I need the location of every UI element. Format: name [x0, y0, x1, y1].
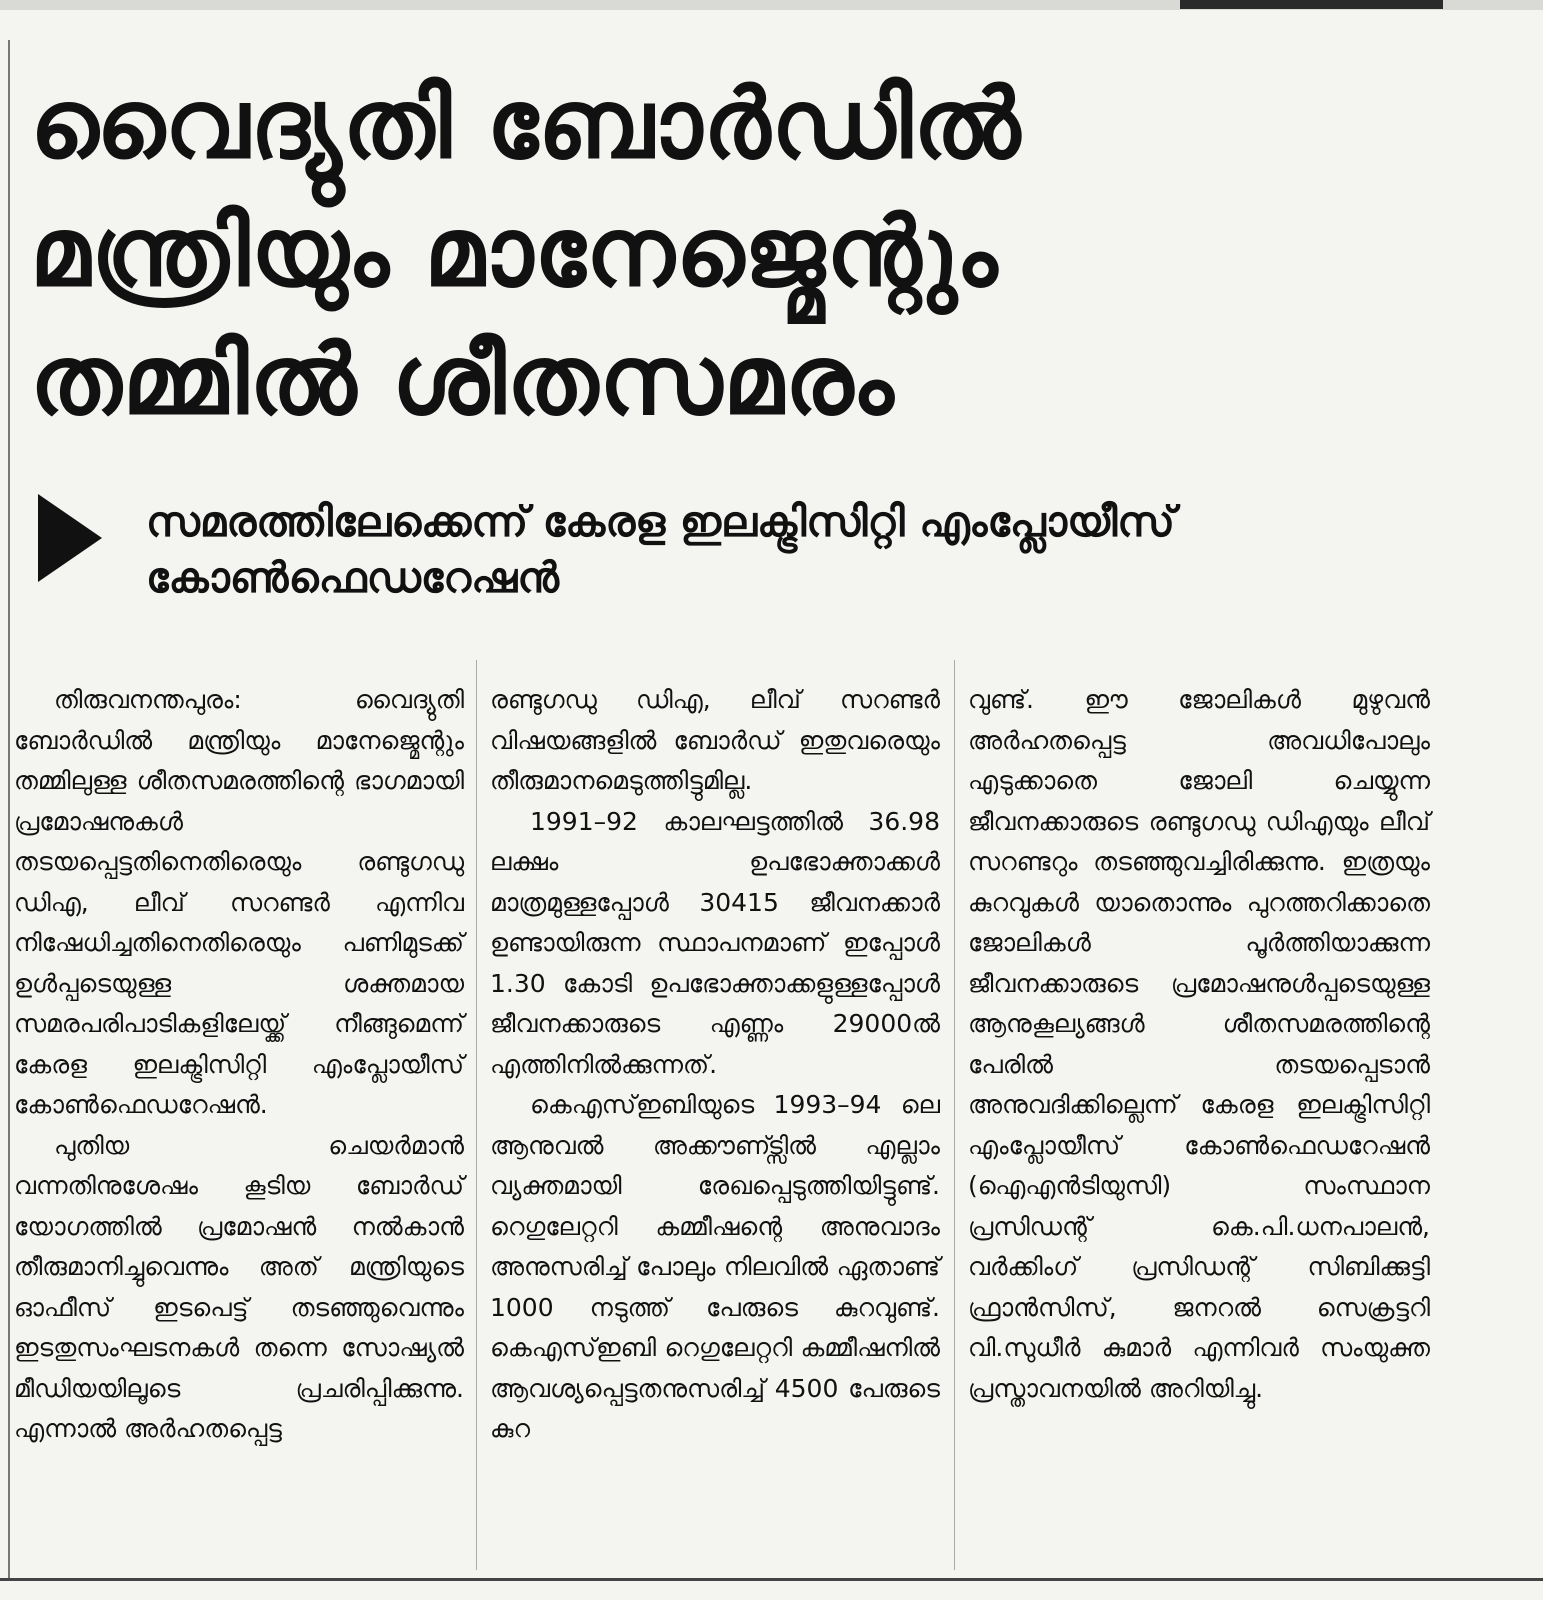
- headline-line-3: തമ്മിൽ ശീതസമരം: [30, 324, 895, 436]
- column-divider: [476, 660, 477, 1570]
- subheadline-line-1: സമരത്തിലേക്കെന്ന് കേരള ഇലക്ട്രിസിറ്റി എംപ്ലോയീസ്: [146, 497, 1175, 546]
- paragraph: 1991–92 കാലഘട്ടത്തിൽ 36.98 ലക്ഷം ഉപഭോക്താക്കൾ മാത്രമുള്ളപ്പോൾ 30415 ജീവനക്കാർ ഉണ്ടായിരുന്ന സ്ഥാപനമാണ് ഇപ്പോൾ 1.30 കോടി ഉപഭോക്താക്കളുള്ളപ്പോൾ ജീവനക്കാരുടെ എണ്ണം 29000ൽ എത്തിനിൽക്കുന്നത്.: [490, 806, 940, 1079]
- article-column-1: [14, 680, 464, 1450]
- headline-line-1: വൈദ്യുതി ബോർഡിൽ: [30, 68, 1022, 180]
- bottom-border: [0, 1578, 1543, 1581]
- top-dark-bar: [1180, 0, 1443, 9]
- column-divider: [954, 660, 955, 1570]
- headline-line-2: മന്ത്രിയും മാനേജ്മെന്റും: [30, 196, 999, 308]
- article-column-3: [968, 680, 1430, 1409]
- paragraph: വുണ്ട്. ഈ ജോലികൾ മുഴുവൻ അർഹതപ്പെട്ട അവധിപോലും എടുക്കാതെ ജോലി ചെയ്യുന്ന ജീവനക്കാരുടെ രണ്ടുഗഡു ഡിഎയും ലീവ് സറണ്ടറും തടഞ്ഞുവച്ചിരിക്കുന്നു. ഇത്രയും കുറവുകൾ യാതൊന്നും പുറത്തറിക്കാതെ ജോലികൾ പൂർത്തിയാക്കുന്ന ജീവനക്കാരുടെ പ്രമോഷനുൾപ്പടെയുള്ള ആനുകൂല്യങ്ങൾ ശീതസമരത്തിന്റെ പേരിൽ തടയപ്പെടാൻ അനുവദിക്കില്ലെന്ന് കേരള ഇലക്ട്രിസിറ്റി എംപ്ലോയീസ് കോൺഫെഡറേഷൻ (ഐഎൻടിയുസി) സംസ്ഥാന പ്രസിഡന്റ് കെ.പി.ധനപാലൻ, വർക്കിംഗ് പ്രസിഡന്റ് സിബിക്കുട്ടി ഫ്രാൻസിസ്, ജനറൽ സെക്രട്ടറി വി.സുധീർ കുമാർ എന്നിവർ സംയുക്ത പ്രസ്താവനയിൽ അറിയിച്ചു.: [968, 685, 1430, 1403]
- article-column-2: [490, 680, 940, 1450]
- left-border: [8, 40, 10, 1580]
- subheadline: [146, 494, 1506, 606]
- subheadline-line-2: കോൺഫെഡറേഷൻ: [146, 553, 559, 602]
- paragraph: രണ്ടുഗഡു ഡിഎ, ലീവ് സറണ്ടർ വിഷയങ്ങളിൽ ബോർഡ് ഇതുവരെയും തീരുമാനമെടുത്തിട്ടുമില്ല.: [490, 685, 940, 795]
- paragraph: കെഎസ്ഇബിയുടെ 1993–94 ലെ ആനുവൽ അക്കൗണ്ട്സിൽ എല്ലാം വ്യക്തമായി രേഖപ്പെടുത്തിയിട്ടുണ്ട്. റെഗുലേറ്ററി കമ്മീഷന്റെ അനുവാദം അനുസരിച്ച് പോലും നിലവിൽ ഏതാണ്ട് 1000 നടുത്ത് പേരുടെ കുറവുണ്ട്. കെഎസ്ഇബി റെഗുലേറ്ററി കമ്മീഷനിൽ ആവശ്യപ്പെട്ടതനുസരിച്ച് 4500 പേരുടെ കുറ: [490, 1090, 940, 1443]
- paragraph: തിരുവനന്തപുരം: വൈദ്യുതി ബോർഡിൽ മന്ത്രിയും മാനേജ്മെന്റും തമ്മിലുള്ള ശീതസമരത്തിന്റെ ഭാഗമായി പ്രമോഷനുകൾ തടയപ്പെട്ടതിനെതിരെയും രണ്ടുഗഡു ഡിഎ, ലീവ് സറണ്ടർ എന്നിവ നിഷേധിച്ചതിനെതിരെയും പണിമുടക്ക് ഉൾപ്പടെയുള്ള ശക്തമായ സമരപരിപാടികളിലേയ്ക്ക് നീങ്ങുമെന്ന് കേരള ഇലക്ട്രിസിറ്റി എംപ്ലോയീസ് കോൺഫെഡറേഷൻ.: [14, 685, 464, 1119]
- play-arrow-icon: [38, 494, 102, 582]
- paragraph: പുതിയ ചെയർമാൻ വന്നതിനുശേഷം കൂടിയ ബോർഡ് യോഗത്തിൽ പ്രമോഷൻ നൽകാൻ തീരുമാനിച്ചുവെന്നും അത് മന്ത്രിയുടെ ഓഫീസ് ഇടപെട്ട് തടഞ്ഞുവെന്നും ഇടതുസംഘടനകൾ തന്നെ സോഷ്യൽ മീഡിയയിലൂടെ പ്രചരിപ്പിക്കുന്നു. എന്നാൽ അർഹതപ്പെട്ട: [14, 1130, 464, 1443]
- headline: [30, 60, 1510, 444]
